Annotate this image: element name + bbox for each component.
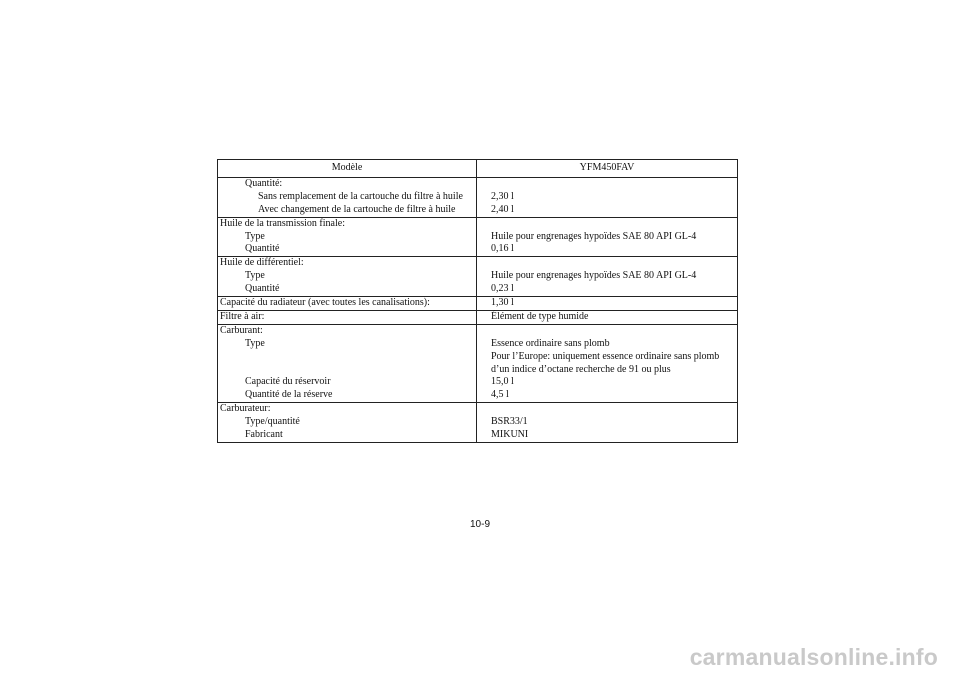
- table-row: [218, 324, 738, 402]
- spec-value: Essence ordinaire sans plomb: [491, 337, 610, 349]
- spec-value: 0,23 l: [491, 283, 514, 295]
- header-model-value: YFM450FAV: [477, 160, 738, 178]
- spec-value-cell: [477, 177, 738, 217]
- spec-value: MIKUNI: [491, 429, 529, 441]
- spec-value: d’un indice d’octane recherche de 91 ou plus: [491, 363, 671, 375]
- spec-label-cell: [218, 257, 477, 297]
- spec-value: 2,40 l: [491, 203, 514, 215]
- table-row: [218, 177, 738, 217]
- table-row: [218, 297, 738, 311]
- spec-value: Huile pour engrenages hypoïdes SAE 80 API GL-4: [491, 230, 697, 242]
- spec-label: Type: [245, 230, 265, 242]
- page-number: 10-9: [469, 519, 490, 530]
- spec-label: Capacité du radiateur (avec toutes les canalisations):: [220, 297, 430, 309]
- spec-value-cell: [477, 297, 738, 311]
- table-header-row: [218, 160, 738, 178]
- spec-label-cell: [218, 177, 477, 217]
- spec-label: Huile de la transmission finale:: [220, 217, 345, 229]
- spec-label: Capacité du réservoir: [245, 376, 331, 388]
- table-row: [218, 310, 738, 324]
- spec-value: Huile pour engrenages hypoïdes SAE 80 API GL-4: [491, 270, 697, 282]
- spec-table-body: [218, 160, 738, 443]
- spec-value: [477, 325, 737, 338]
- spec-label: Sans remplacement de la cartouche du filtre à huile: [258, 190, 463, 202]
- spec-value: [477, 257, 737, 270]
- watermark-logo: carmanualsonline.info: [689, 644, 938, 670]
- table-row: [218, 217, 738, 257]
- spec-label-cell: [218, 324, 477, 402]
- spec-value-cell: [477, 403, 738, 443]
- table-row: [218, 257, 738, 297]
- spec-label: Carburateur:: [220, 403, 271, 415]
- spec-label-cell: [218, 297, 477, 311]
- spec-value: 2,30 l: [491, 190, 514, 202]
- header-model-label: Modèle: [218, 160, 477, 178]
- spec-value: 4,5 l: [491, 389, 509, 401]
- spec-label: Quantité de la réserve: [245, 389, 333, 401]
- spec-label: [218, 364, 476, 377]
- spec-value: BSR33/1: [491, 416, 528, 428]
- spec-label: Type: [245, 270, 265, 282]
- spec-label: Carburant:: [220, 324, 263, 336]
- spec-value-cell: [477, 310, 738, 324]
- spec-value-cell: [477, 257, 738, 297]
- spec-label-cell: [218, 310, 477, 324]
- spec-value: 15,0 l: [491, 376, 514, 388]
- spec-label: [218, 351, 476, 364]
- spec-value: Pour l’Europe: uniquement essence ordinaire sans plomb: [491, 350, 720, 362]
- spec-value: [477, 178, 737, 191]
- spec-label: Huile de différentiel:: [220, 257, 304, 269]
- spec-table: [217, 159, 738, 443]
- spec-label: Quantité:: [245, 177, 283, 189]
- spec-label: Fabricant: [245, 429, 283, 441]
- spec-value: 1,30 l: [491, 297, 514, 309]
- spec-label-cell: [218, 403, 477, 443]
- spec-label-cell: [218, 217, 477, 257]
- spec-label: Type/quantité: [245, 416, 300, 428]
- spec-label: Type: [245, 337, 265, 349]
- spec-label: Filtre à air:: [220, 310, 265, 322]
- spec-value: Élément de type humide: [491, 310, 589, 322]
- spec-label: Quantité: [245, 283, 280, 295]
- table-row: [218, 403, 738, 443]
- spec-value: [477, 403, 737, 416]
- spec-value-cell: [477, 324, 738, 402]
- spec-label: Quantité: [245, 243, 280, 255]
- spec-value: [477, 218, 737, 231]
- spec-value-cell: [477, 217, 738, 257]
- spec-label: Avec changement de la cartouche de filtre à huile: [258, 203, 456, 215]
- spec-value: 0,16 l: [491, 243, 514, 255]
